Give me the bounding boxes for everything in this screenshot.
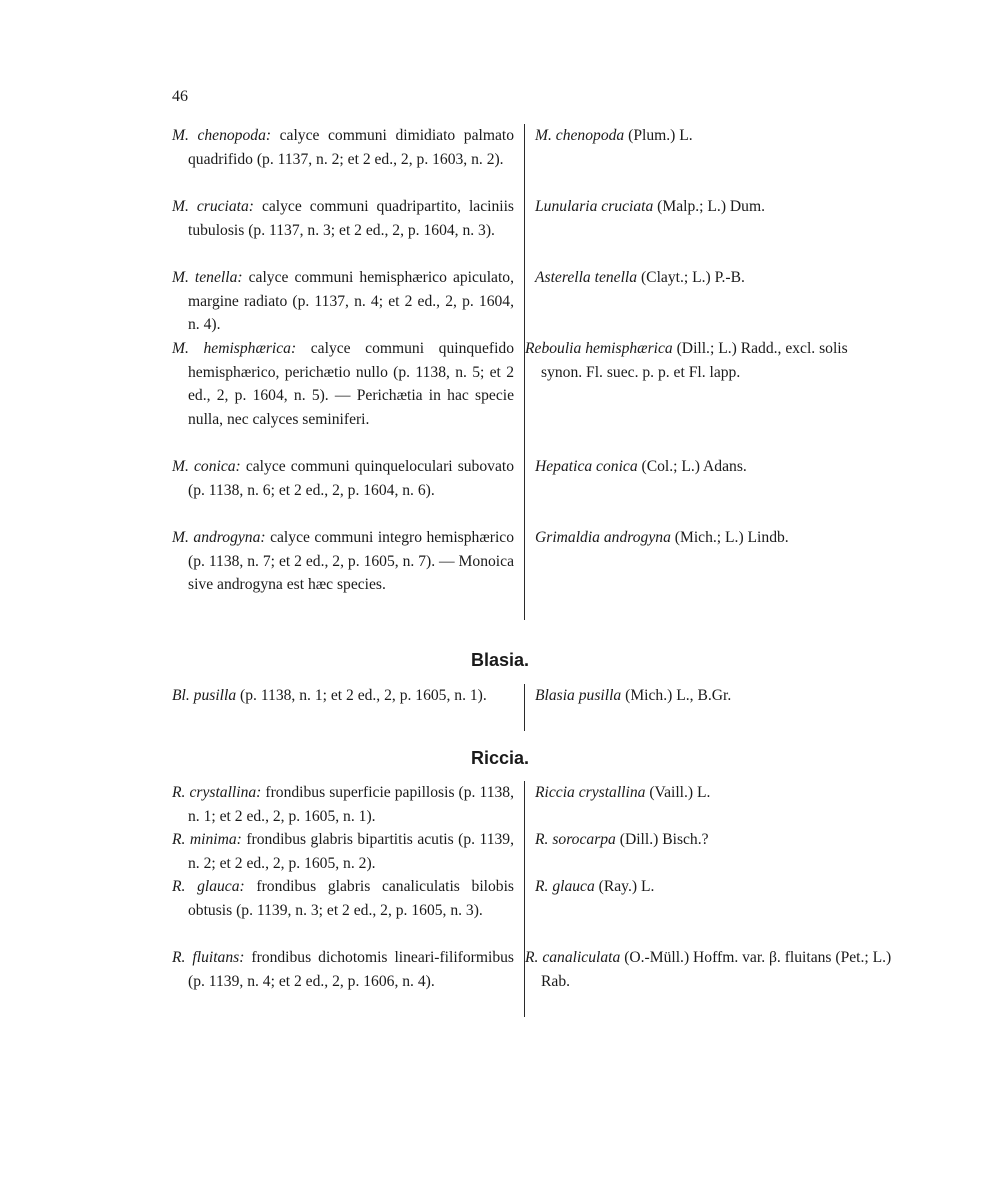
modern-species: R. glauca — [535, 878, 595, 895]
modern-authority: (Col.; L.) Adans. — [641, 458, 747, 475]
entry-row — [172, 946, 892, 1017]
linnaean-name: M. androgyna: — [172, 529, 266, 546]
linnaean-diagnosis: frondibus glabris bipartitis acutis (p. 1139, n. 2; et 2 ed., 2, p. 1605, n. 2). — [188, 831, 514, 872]
modern-species: Lunularia cruciata — [535, 198, 654, 215]
linnaean-name: R. minima: — [172, 831, 242, 848]
section-riccia — [172, 781, 892, 1017]
entry-row — [172, 526, 892, 620]
modern-name — [525, 684, 892, 731]
linnaean-diagnosis: calyce communi dimidiato palmato quadrifido (p. 1137, n. 2; et 2 ed., 2, p. 1603, n. 2). — [188, 127, 514, 168]
modern-species: R. canaliculata — [525, 949, 621, 966]
modern-name — [525, 455, 892, 526]
modern-name — [525, 875, 892, 946]
modern-name — [525, 266, 892, 337]
section-blasia — [172, 684, 892, 731]
linnaean-diagnosis: frondibus superficie papillosis (p. 1138, n. 1; et 2 ed., 2, p. 1605, n. 1). — [188, 784, 514, 825]
linnaean-entry — [172, 526, 525, 620]
linnaean-name: M. chenopoda: — [172, 127, 272, 144]
modern-name — [525, 946, 892, 1017]
modern-name — [525, 526, 892, 620]
modern-name — [525, 337, 892, 455]
linnaean-name: R. fluitans: — [172, 949, 245, 966]
linnaean-entry — [172, 455, 525, 526]
linnaean-diagnosis: calyce communi quadripartito, laciniis tubulosis (p. 1137, n. 3; et 2 ed., 2, p. 1604, n. 3). — [188, 198, 514, 239]
modern-name — [525, 828, 892, 875]
entry-row — [172, 455, 892, 526]
modern-species: Hepatica conica — [535, 458, 638, 475]
modern-authority: (Plum.) L. — [628, 127, 693, 144]
linnaean-entry — [172, 124, 525, 195]
modern-name — [525, 124, 892, 195]
entry-row — [172, 684, 892, 731]
modern-species: R. sorocarpa — [535, 831, 616, 848]
entry-row — [172, 195, 892, 266]
linnaean-name: Bl. pusilla — [172, 687, 237, 704]
linnaean-entry — [172, 875, 525, 946]
linnaean-name: R. crystallina: — [172, 784, 262, 801]
linnaean-entry — [172, 266, 525, 337]
linnaean-diagnosis: (p. 1138, n. 1; et 2 ed., 2, p. 1605, n. 1). — [240, 687, 487, 704]
linnaean-entry — [172, 781, 525, 828]
modern-authority: (O.-Müll.) Hoffm. var. β. fluitans (Pet.; L.) Rab. — [541, 949, 892, 990]
entry-row — [172, 875, 892, 946]
entry-row — [172, 781, 892, 828]
linnaean-entry — [172, 684, 525, 731]
modern-authority: (Ray.) L. — [598, 878, 655, 895]
linnaean-entry — [172, 337, 525, 455]
linnaean-diagnosis: calyce communi quinqueloculari subovato (p. 1138, n. 6; et 2 ed., 2, p. 1604, n. 6). — [188, 458, 514, 499]
modern-species: Blasia pusilla — [535, 687, 622, 704]
modern-species: M. chenopoda — [535, 127, 625, 144]
modern-species: Asterella tenella — [535, 269, 638, 286]
linnaean-entry — [172, 946, 525, 1017]
entry-row — [172, 124, 892, 195]
linnaean-diagnosis: calyce communi integro hemisphærico (p. 1138, n. 7; et 2 ed., 2, p. 1605, n. 7). — Monoica sive androgyna est hæc species. — [188, 529, 514, 594]
linnaean-diagnosis: calyce communi hemisphærico apiculato, margine radiato (p. 1137, n. 4; et 2 ed., 2, p. 1604, n. 4). — [188, 269, 514, 334]
linnaean-diagnosis: frondibus glabris canaliculatis bilobis obtusis (p. 1139, n. 3; et 2 ed., 2, p. 1605, n. 3). — [188, 878, 514, 919]
modern-name — [525, 195, 892, 266]
linnaean-name: R. glauca: — [172, 878, 245, 895]
linnaean-name: M. tenella: — [172, 269, 243, 286]
entry-row — [172, 828, 892, 875]
modern-name — [525, 781, 892, 828]
section-marchantia — [172, 124, 892, 620]
linnaean-diagnosis: calyce communi quinquefido hemisphærico, perichætio nullo (p. 1138, n. 5; et 2 ed., 2, p. 1604, n. 5). — Perichætia in hac specie nulla, nec calyces seminiferi. — [188, 340, 515, 428]
linnaean-entry — [172, 195, 525, 266]
modern-authority: (Clayt.; L.) P.-B. — [640, 269, 745, 286]
modern-species: Grimaldia androgyna — [535, 529, 671, 546]
linnaean-name: M. conica: — [172, 458, 241, 475]
linnaean-diagnosis: frondibus dichotomis lineari-filiformibus (p. 1139, n. 4; et 2 ed., 2, p. 1606, n. 4). — [188, 949, 514, 990]
linnaean-name: M. cruciata: — [172, 198, 254, 215]
linnaean-entry — [172, 828, 525, 875]
modern-species: Reboulia hemisphærica — [525, 340, 673, 357]
genus-heading-riccia: Riccia. — [470, 748, 530, 768]
modern-species: Riccia crystallina — [535, 784, 646, 801]
modern-authority: (Dill.) Bisch.? — [619, 831, 709, 848]
linnaean-name: M. hemisphærica: — [172, 340, 297, 357]
page-number: 46 — [172, 88, 188, 105]
genus-heading-blasia: Blasia. — [470, 650, 530, 670]
modern-authority: (Mich.; L.) Lindb. — [674, 529, 789, 546]
modern-authority: (Malp.; L.) Dum. — [657, 198, 766, 215]
entry-row — [172, 266, 892, 337]
modern-authority: (Dill.; L.) Radd., excl. solis synon. Fl. suec. p. p. et Fl. lapp. — [541, 340, 848, 381]
entry-row — [172, 337, 892, 455]
modern-authority: (Mich.) L., B.Gr. — [625, 687, 732, 704]
modern-authority: (Vaill.) L. — [649, 784, 711, 801]
